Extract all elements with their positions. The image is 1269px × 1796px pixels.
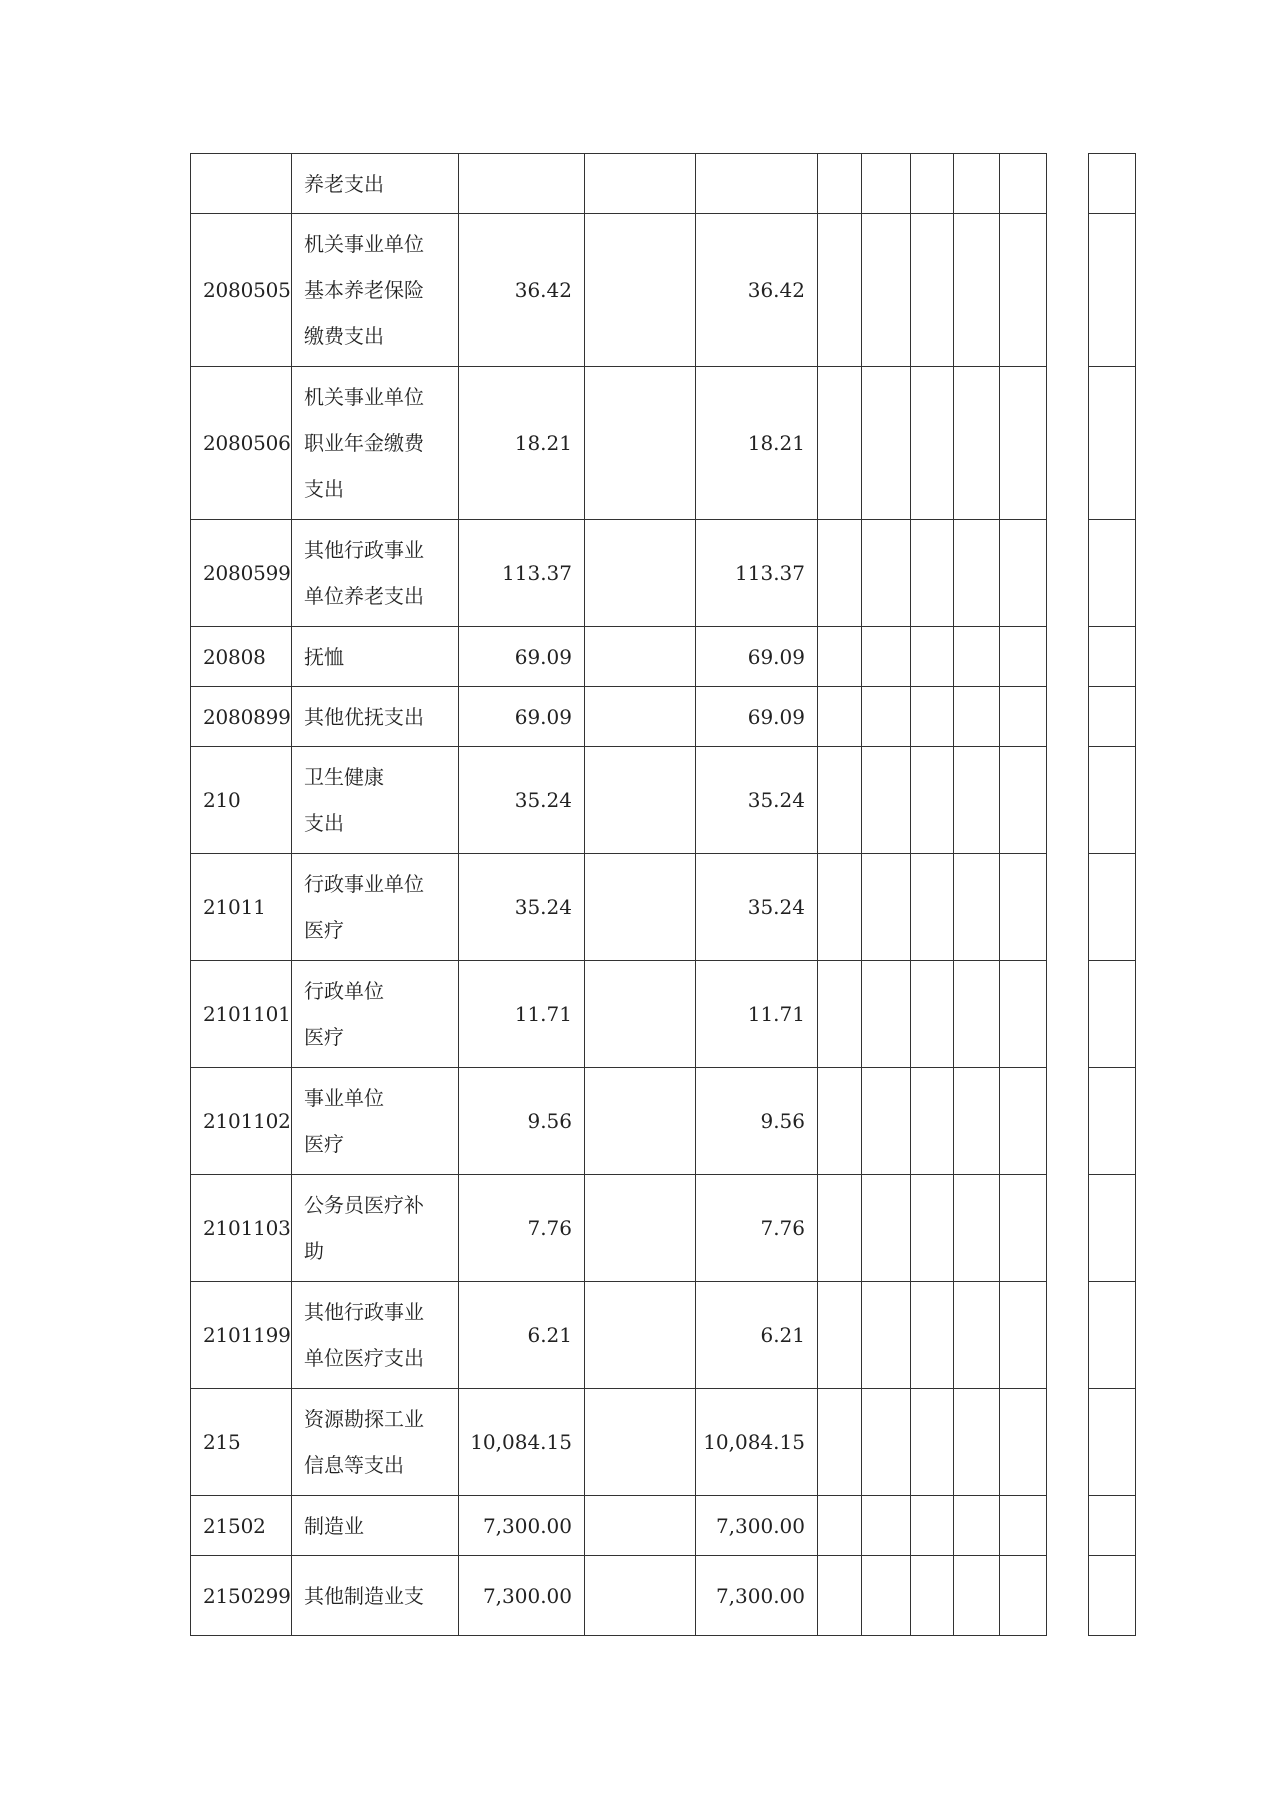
- cell-total: 11.71: [459, 961, 585, 1068]
- name-line: 养老支出: [304, 171, 384, 196]
- cell-basic: [585, 154, 696, 214]
- empty-cell: [1000, 1496, 1047, 1556]
- empty-cell: [1000, 627, 1047, 687]
- empty-cell: [862, 520, 911, 627]
- cell-basic: [585, 214, 696, 367]
- empty-cell: [818, 1175, 862, 1282]
- cell-name: [292, 854, 459, 961]
- cell-code: 2101103: [191, 1175, 292, 1282]
- budget-table: [190, 153, 1136, 1636]
- empty-cell: [818, 961, 862, 1068]
- budget-table-page: [190, 153, 1135, 1636]
- name-line: 医疗: [304, 918, 344, 942]
- cell-total: 9.56: [459, 1068, 585, 1175]
- empty-cell: [1089, 854, 1136, 961]
- cell-project: [696, 154, 818, 214]
- cell-basic: [585, 854, 696, 961]
- cell-code: 2101102: [191, 1068, 292, 1175]
- empty-cell: [911, 214, 954, 367]
- empty-cell: [1089, 520, 1136, 627]
- cell-basic: [585, 1068, 696, 1175]
- table-row: [191, 747, 1136, 854]
- name-line: 其他制造业支: [304, 1583, 424, 1608]
- cell-basic: [585, 520, 696, 627]
- empty-cell: [862, 214, 911, 367]
- cell-project: 6.21: [696, 1282, 818, 1389]
- cell-code: 2080599: [191, 520, 292, 627]
- empty-cell: [954, 1389, 1000, 1496]
- empty-cell: [954, 747, 1000, 854]
- gap-cell: [1047, 1175, 1089, 1282]
- table-row: [191, 1175, 1136, 1282]
- empty-cell: [954, 854, 1000, 961]
- cell-name: [292, 627, 459, 687]
- cell-basic: [585, 627, 696, 687]
- name-line: 医疗: [304, 1025, 344, 1049]
- empty-cell: [911, 961, 954, 1068]
- empty-cell: [1000, 214, 1047, 367]
- cell-code: 2080505: [191, 214, 292, 367]
- cell-name: [292, 367, 459, 520]
- table-row: [191, 961, 1136, 1068]
- empty-cell: [1089, 1175, 1136, 1282]
- empty-cell: [1000, 520, 1047, 627]
- cell-code: 2080899: [191, 687, 292, 747]
- cell-total: 6.21: [459, 1282, 585, 1389]
- empty-cell: [1000, 154, 1047, 214]
- empty-cell: [954, 154, 1000, 214]
- cell-total: 35.24: [459, 854, 585, 961]
- empty-cell: [911, 520, 954, 627]
- empty-cell: [954, 1175, 1000, 1282]
- gap-cell: [1047, 1282, 1089, 1389]
- empty-cell: [818, 1282, 862, 1389]
- cell-project: 35.24: [696, 747, 818, 854]
- name-line: 单位养老支出: [304, 584, 424, 608]
- gap-cell: [1047, 1556, 1089, 1636]
- gap-cell: [1047, 627, 1089, 687]
- empty-cell: [818, 214, 862, 367]
- cell-code: 2101101: [191, 961, 292, 1068]
- empty-cell: [954, 520, 1000, 627]
- empty-cell: [954, 1068, 1000, 1175]
- empty-cell: [954, 367, 1000, 520]
- empty-cell: [1089, 1068, 1136, 1175]
- name-line: 其他行政事业: [304, 1300, 424, 1324]
- empty-cell: [862, 1389, 911, 1496]
- cell-project: 9.56: [696, 1068, 818, 1175]
- name-line: 机关事业单位: [304, 385, 424, 409]
- empty-cell: [862, 1556, 911, 1636]
- cell-total: 18.21: [459, 367, 585, 520]
- cell-name: [292, 961, 459, 1068]
- name-line: 单位医疗支出: [304, 1346, 424, 1370]
- empty-cell: [1000, 1389, 1047, 1496]
- gap-cell: [1047, 854, 1089, 961]
- empty-cell: [1089, 961, 1136, 1068]
- name-line: 医疗: [304, 1132, 344, 1156]
- cell-code: [191, 154, 292, 214]
- empty-cell: [1089, 154, 1136, 214]
- empty-cell: [911, 1175, 954, 1282]
- cell-basic: [585, 1389, 696, 1496]
- empty-cell: [911, 627, 954, 687]
- cell-project: 11.71: [696, 961, 818, 1068]
- empty-cell: [818, 1556, 862, 1636]
- empty-cell: [862, 1282, 911, 1389]
- empty-cell: [954, 214, 1000, 367]
- cell-basic: [585, 367, 696, 520]
- gap-cell: [1047, 1496, 1089, 1556]
- empty-cell: [818, 154, 862, 214]
- empty-cell: [1089, 367, 1136, 520]
- empty-cell: [911, 1068, 954, 1175]
- empty-cell: [862, 367, 911, 520]
- empty-cell: [911, 1556, 954, 1636]
- table-row: [191, 1556, 1136, 1636]
- name-line: 支出: [304, 811, 344, 835]
- name-line: 公务员医疗补: [304, 1193, 424, 1217]
- empty-cell: [954, 961, 1000, 1068]
- table-row: [191, 214, 1136, 367]
- name-line: 职业年金缴费: [304, 431, 424, 455]
- cell-total: [459, 154, 585, 214]
- empty-cell: [1000, 1282, 1047, 1389]
- empty-cell: [862, 1068, 911, 1175]
- cell-basic: [585, 1556, 696, 1636]
- table-row: [191, 154, 1136, 214]
- empty-cell: [818, 1068, 862, 1175]
- cell-name: [292, 687, 459, 747]
- empty-cell: [954, 1556, 1000, 1636]
- empty-cell: [911, 154, 954, 214]
- cell-total: 10,084.15: [459, 1389, 585, 1496]
- empty-cell: [818, 627, 862, 687]
- cell-name: [292, 1389, 459, 1496]
- cell-total: 7,300.00: [459, 1556, 585, 1636]
- cell-project: 18.21: [696, 367, 818, 520]
- cell-code: 21502: [191, 1496, 292, 1556]
- empty-cell: [818, 1496, 862, 1556]
- cell-name: [292, 1068, 459, 1175]
- cell-total: 7.76: [459, 1175, 585, 1282]
- gap-cell: [1047, 214, 1089, 367]
- cell-code: 215: [191, 1389, 292, 1496]
- table-row: [191, 687, 1136, 747]
- empty-cell: [911, 747, 954, 854]
- name-line: 资源勘探工业: [304, 1407, 424, 1431]
- name-line: 支出: [304, 477, 344, 501]
- cell-total: 113.37: [459, 520, 585, 627]
- gap-cell: [1047, 747, 1089, 854]
- empty-cell: [911, 854, 954, 961]
- empty-cell: [911, 1282, 954, 1389]
- empty-cell: [862, 1175, 911, 1282]
- cell-basic: [585, 747, 696, 854]
- name-line: 缴费支出: [304, 324, 384, 348]
- table-row: [191, 1389, 1136, 1496]
- cell-code: 20808: [191, 627, 292, 687]
- empty-cell: [954, 627, 1000, 687]
- cell-name: [292, 1496, 459, 1556]
- table-body: [191, 154, 1136, 1636]
- empty-cell: [862, 627, 911, 687]
- cell-code: 210: [191, 747, 292, 854]
- cell-basic: [585, 1282, 696, 1389]
- table-row: [191, 1282, 1136, 1389]
- cell-name: [292, 520, 459, 627]
- name-line: 制造业: [304, 1513, 364, 1538]
- cell-basic: [585, 1496, 696, 1556]
- cell-basic: [585, 961, 696, 1068]
- gap-cell: [1047, 520, 1089, 627]
- cell-project: 35.24: [696, 854, 818, 961]
- empty-cell: [1089, 214, 1136, 367]
- empty-cell: [1000, 961, 1047, 1068]
- name-line: 其他行政事业: [304, 538, 424, 562]
- cell-project: 7,300.00: [696, 1496, 818, 1556]
- gap-cell: [1047, 1068, 1089, 1175]
- empty-cell: [1089, 1556, 1136, 1636]
- empty-cell: [818, 1389, 862, 1496]
- empty-cell: [954, 687, 1000, 747]
- name-line: 事业单位: [304, 1086, 384, 1110]
- cell-name: [292, 747, 459, 854]
- empty-cell: [954, 1496, 1000, 1556]
- cell-total: 36.42: [459, 214, 585, 367]
- table-row: [191, 367, 1136, 520]
- name-line: 助: [304, 1239, 324, 1263]
- name-line: 其他优抚支出: [304, 704, 424, 729]
- cell-project: 10,084.15: [696, 1389, 818, 1496]
- cell-code: 21011: [191, 854, 292, 961]
- empty-cell: [818, 747, 862, 854]
- empty-cell: [1089, 627, 1136, 687]
- empty-cell: [911, 367, 954, 520]
- cell-name: [292, 1282, 459, 1389]
- empty-cell: [818, 367, 862, 520]
- cell-name: [292, 214, 459, 367]
- empty-cell: [1089, 747, 1136, 854]
- gap-cell: [1047, 961, 1089, 1068]
- cell-code: 2080506: [191, 367, 292, 520]
- cell-project: 36.42: [696, 214, 818, 367]
- table-row: [191, 854, 1136, 961]
- empty-cell: [818, 687, 862, 747]
- empty-cell: [862, 747, 911, 854]
- cell-project: 7,300.00: [696, 1556, 818, 1636]
- empty-cell: [862, 854, 911, 961]
- empty-cell: [1000, 687, 1047, 747]
- empty-cell: [911, 1496, 954, 1556]
- cell-project: 69.09: [696, 687, 818, 747]
- cell-code: 2101199: [191, 1282, 292, 1389]
- cell-total: 69.09: [459, 687, 585, 747]
- cell-project: 113.37: [696, 520, 818, 627]
- empty-cell: [1000, 1556, 1047, 1636]
- name-line: 抚恤: [304, 644, 344, 669]
- empty-cell: [862, 1496, 911, 1556]
- cell-name: [292, 1556, 459, 1636]
- cell-total: 7,300.00: [459, 1496, 585, 1556]
- cell-project: 69.09: [696, 627, 818, 687]
- empty-cell: [1000, 367, 1047, 520]
- empty-cell: [862, 687, 911, 747]
- empty-cell: [818, 854, 862, 961]
- table-row: [191, 1068, 1136, 1175]
- empty-cell: [1089, 1389, 1136, 1496]
- empty-cell: [1000, 1175, 1047, 1282]
- empty-cell: [818, 520, 862, 627]
- table-row: [191, 520, 1136, 627]
- cell-project: 7.76: [696, 1175, 818, 1282]
- name-line: 机关事业单位: [304, 232, 424, 256]
- empty-cell: [1089, 687, 1136, 747]
- name-line: 基本养老保险: [304, 278, 424, 302]
- empty-cell: [1089, 1496, 1136, 1556]
- empty-cell: [1000, 747, 1047, 854]
- table-row: [191, 1496, 1136, 1556]
- gap-cell: [1047, 154, 1089, 214]
- name-line: 卫生健康: [304, 765, 384, 789]
- name-line: 行政单位: [304, 979, 384, 1003]
- gap-cell: [1047, 367, 1089, 520]
- gap-cell: [1047, 687, 1089, 747]
- table-row: [191, 627, 1136, 687]
- empty-cell: [862, 961, 911, 1068]
- name-line: 行政事业单位: [304, 872, 424, 896]
- empty-cell: [862, 154, 911, 214]
- empty-cell: [1000, 854, 1047, 961]
- cell-name: [292, 1175, 459, 1282]
- empty-cell: [1089, 1282, 1136, 1389]
- cell-code: 2150299: [191, 1556, 292, 1636]
- cell-total: 35.24: [459, 747, 585, 854]
- empty-cell: [911, 687, 954, 747]
- cell-name: [292, 154, 459, 214]
- empty-cell: [911, 1389, 954, 1496]
- cell-total: 69.09: [459, 627, 585, 687]
- cell-basic: [585, 687, 696, 747]
- gap-cell: [1047, 1389, 1089, 1496]
- empty-cell: [954, 1282, 1000, 1389]
- cell-basic: [585, 1175, 696, 1282]
- empty-cell: [1000, 1068, 1047, 1175]
- name-line: 信息等支出: [304, 1453, 404, 1477]
